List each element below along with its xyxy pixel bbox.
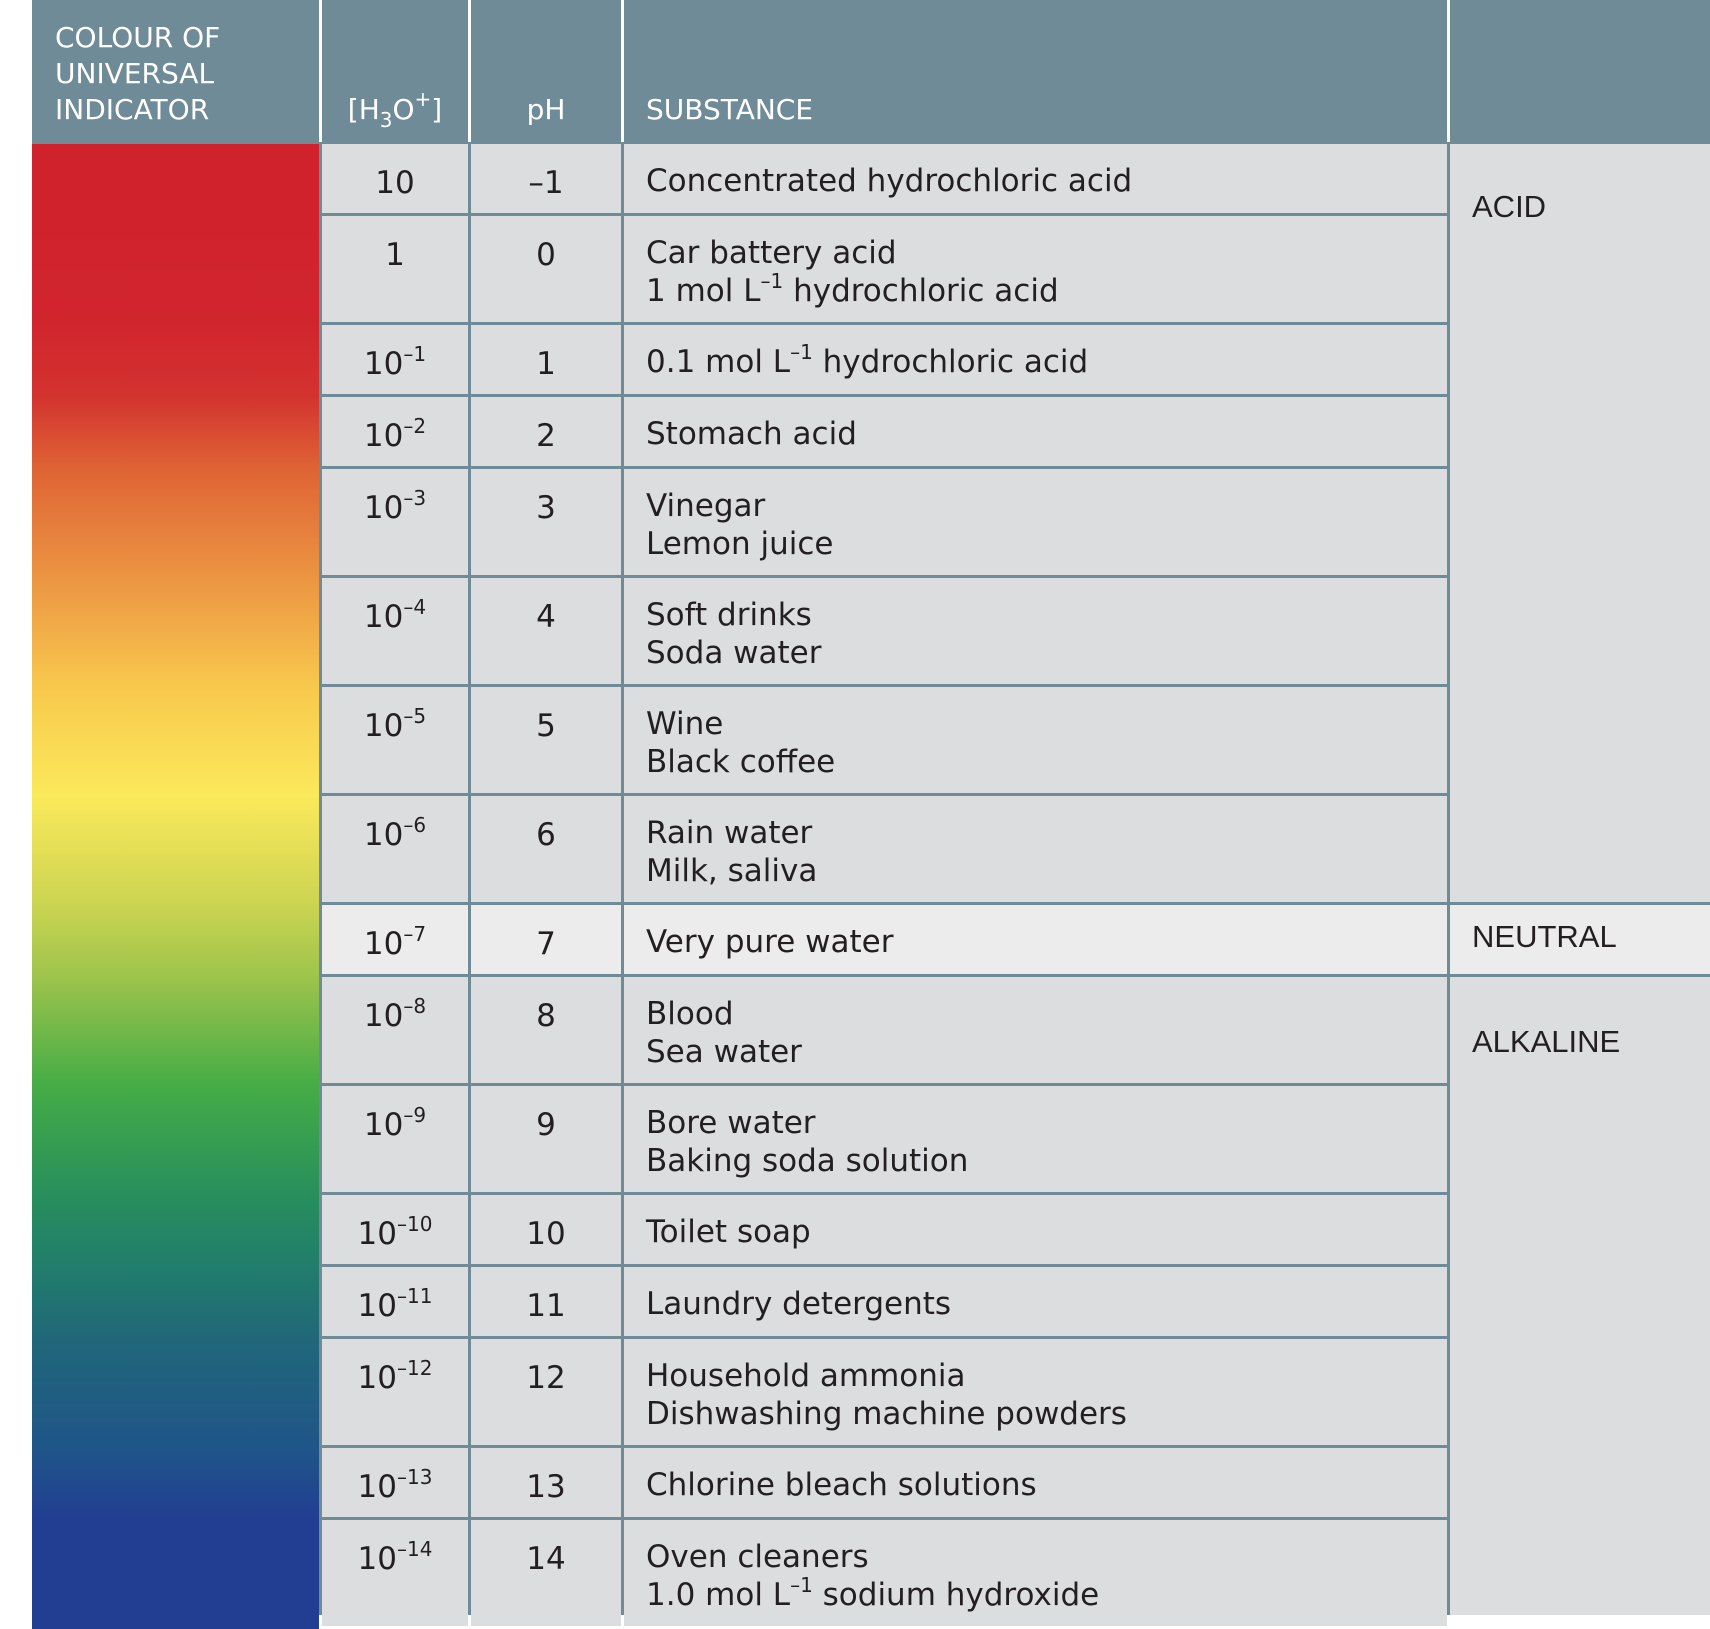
concentration-base: 10 [363, 346, 404, 382]
concentration-exponent: –11 [397, 1284, 433, 1308]
ph-cell: 13 [471, 1448, 621, 1517]
concentration-base: 10 [357, 1360, 397, 1396]
concentration-cell [322, 397, 468, 466]
substance-line: Blood [646, 996, 734, 1032]
substance-line: Soft drinks [646, 597, 812, 633]
concentration-exponent: –13 [397, 1465, 433, 1489]
ph-cell: 3 [471, 469, 621, 575]
substance-line: Concentrated hydrochloric acid [646, 163, 1133, 199]
substance-cell [624, 1339, 1447, 1445]
neutral-label: NEUTRAL [1472, 919, 1617, 954]
acid-label: ACID [1472, 189, 1547, 224]
concentration-exponent: –10 [397, 1212, 433, 1236]
alkaline-label: ALKALINE [1472, 1024, 1621, 1059]
substance-line: Bore water [646, 1105, 816, 1141]
concentration-cell [322, 1520, 468, 1626]
substance-cell [624, 1267, 1447, 1336]
indicator-swatch [32, 325, 319, 397]
ph-cell: 5 [471, 687, 621, 793]
ph-cell: 11 [471, 1267, 621, 1336]
concentration-exponent: –3 [403, 486, 427, 510]
concentration-cell [322, 216, 468, 322]
substance-line: Milk, saliva [646, 853, 818, 889]
ph-cell: 10 [471, 1195, 621, 1264]
concentration-exponent: –9 [403, 1103, 427, 1127]
indicator-swatch [32, 469, 319, 578]
concentration-cell [322, 1339, 468, 1445]
substance-cell [624, 1448, 1447, 1517]
concentration-base: 10 [363, 926, 404, 962]
substance-line: 1.0 mol $L^{-1}$ sodium hydroxide [646, 1573, 1100, 1613]
substance-line: 1 mol $L^{-1}$ hydrochloric acid [646, 269, 1059, 309]
header-substance [624, 0, 1447, 142]
ph-cell: 12 [471, 1339, 621, 1445]
substance-line: Black coffee [646, 744, 836, 780]
substance-cell [624, 578, 1447, 684]
concentration-exponent: –6 [403, 813, 427, 837]
substance-cell [624, 1086, 1447, 1192]
header-divider [319, 0, 322, 142]
concentration-base: 10 [357, 1541, 397, 1577]
header-ph [471, 0, 621, 142]
substance-cell [624, 796, 1447, 902]
concentration-base: 10 [363, 998, 404, 1034]
substance-line: Laundry detergents [646, 1286, 952, 1322]
substance-line: Car battery acid [646, 235, 897, 271]
concentration-base: 1 [385, 237, 405, 273]
concentration-base: 10 [357, 1288, 397, 1324]
indicator-swatch [32, 1267, 319, 1339]
substance-cell [624, 905, 1447, 974]
indicator-swatch [32, 1195, 319, 1267]
substance-line: Soda water [646, 635, 822, 671]
header-classification [1450, 0, 1710, 142]
header-concentration-label: $[H_3O^+]$ [347, 87, 443, 132]
concentration-exponent: –5 [403, 704, 427, 728]
substance-cell [624, 1520, 1447, 1626]
indicator-swatch [32, 796, 319, 905]
concentration-cell [322, 144, 468, 213]
header-divider [1447, 0, 1450, 142]
concentration-cell [322, 1267, 468, 1336]
concentration-exponent: –2 [403, 414, 427, 438]
substance-cell [624, 687, 1447, 793]
indicator-swatch [32, 1520, 319, 1629]
concentration-base: 10 [363, 490, 404, 526]
concentration-cell [322, 1195, 468, 1264]
concentration-base: 10 [363, 708, 404, 744]
concentration-exponent: –8 [403, 994, 427, 1018]
substance-line: Household ammonia [646, 1358, 966, 1394]
concentration-cell [322, 325, 468, 394]
indicator-swatch [32, 687, 319, 796]
alkaline-region [1450, 977, 1710, 1615]
substance-cell [624, 397, 1447, 466]
concentration-base: 10 [363, 418, 404, 454]
ph-cell: 4 [471, 578, 621, 684]
substance-line: Sea water [646, 1034, 802, 1070]
substance-line: Dishwashing machine powders [646, 1396, 1127, 1432]
substance-cell [624, 1195, 1447, 1264]
acid-region [1450, 144, 1710, 902]
indicator-swatch [32, 1086, 319, 1195]
substance-line: Chlorine bleach solutions [646, 1467, 1037, 1503]
neutral-region [1450, 905, 1710, 974]
concentration-cell [322, 1086, 468, 1192]
indicator-swatch [32, 578, 319, 687]
substance-line: Lemon juice [646, 526, 834, 562]
concentration-cell [322, 977, 468, 1083]
concentration-cell [322, 469, 468, 575]
concentration-base: 10 [363, 1107, 404, 1143]
header-divider [468, 0, 471, 142]
concentration-exponent: –1 [403, 342, 427, 366]
indicator-swatch [32, 144, 319, 216]
header-divider [621, 0, 624, 142]
header-substance-label: SUBSTANCE [646, 93, 814, 126]
substance-line: Rain water [646, 815, 813, 851]
substance-cell [624, 977, 1447, 1083]
substance-cell [624, 325, 1447, 394]
concentration-exponent: –12 [397, 1356, 433, 1380]
ph-scale-table [32, 0, 1710, 1615]
concentration-exponent: –4 [403, 595, 427, 619]
concentration-base: 10 [363, 599, 404, 635]
concentration-cell [322, 687, 468, 793]
ph-cell: 6 [471, 796, 621, 902]
indicator-swatch [32, 977, 319, 1086]
substance-cell [624, 216, 1447, 322]
header-ph-label: pH [526, 93, 566, 126]
substance-cell [624, 144, 1447, 213]
concentration-exponent: –14 [397, 1537, 433, 1561]
ph-cell: 9 [471, 1086, 621, 1192]
ph-cell: 1 [471, 325, 621, 394]
ph-cell: –1 [471, 144, 621, 213]
header-indicator [32, 0, 319, 142]
ph-cell: 14 [471, 1520, 621, 1626]
concentration-base: 10 [363, 817, 404, 853]
ph-cell: 7 [471, 905, 621, 974]
concentration-base: 10 [357, 1469, 397, 1505]
concentration-exponent: –7 [403, 922, 427, 946]
ph-cell: 0 [471, 216, 621, 322]
indicator-swatch [32, 1448, 319, 1520]
indicator-swatch [32, 397, 319, 469]
concentration-cell [322, 1448, 468, 1517]
ph-cell: 2 [471, 397, 621, 466]
header-concentration [322, 0, 468, 142]
substance-cell [624, 469, 1447, 575]
indicator-swatch [32, 905, 319, 977]
indicator-swatch [32, 1339, 319, 1448]
substance-line: Vinegar [646, 488, 766, 524]
ph-cell: 8 [471, 977, 621, 1083]
substance-line: Wine [646, 706, 724, 742]
substance-line: Stomach acid [646, 416, 857, 452]
substance-line: Very pure water [646, 924, 894, 960]
substance-line: Baking soda solution [646, 1143, 969, 1179]
substance-line: Oven cleaners [646, 1539, 869, 1575]
header-indicator-label: COLOUR OF UNIVERSAL INDICATOR [55, 21, 221, 126]
concentration-cell [322, 578, 468, 684]
substance-line: 0.1 mol $L^{-1}$ hydrochloric acid [646, 340, 1089, 380]
concentration-base: 10 [357, 1216, 397, 1252]
concentration-base: 10 [375, 165, 415, 201]
concentration-cell [322, 796, 468, 902]
indicator-swatch [32, 216, 319, 325]
concentration-cell [322, 905, 468, 974]
substance-line: Toilet soap [646, 1214, 811, 1250]
